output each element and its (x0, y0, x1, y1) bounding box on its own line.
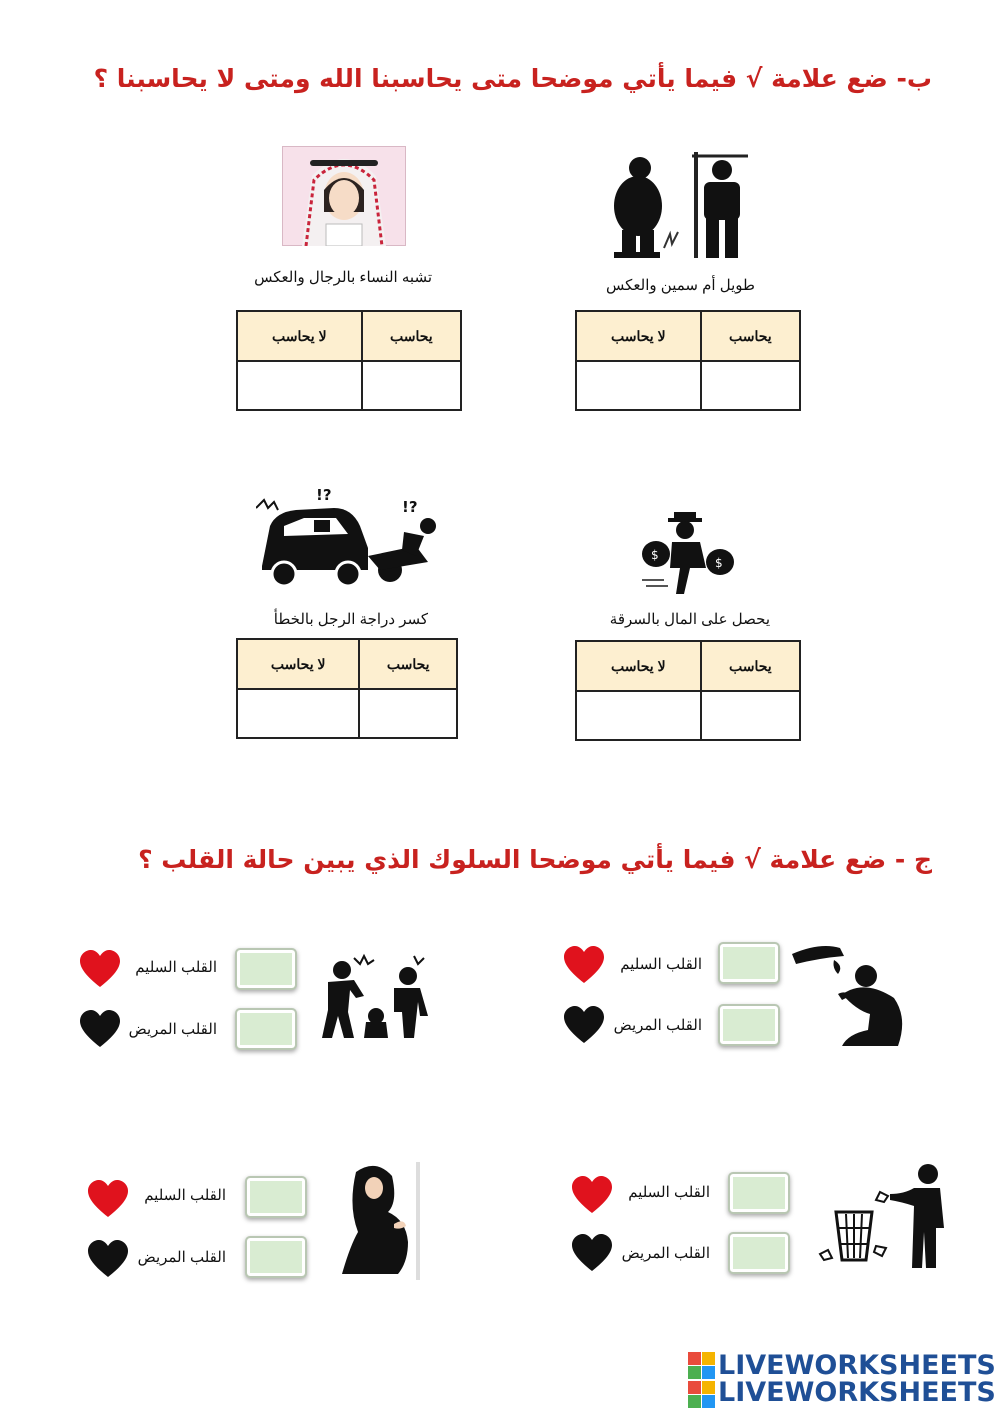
item-1-caption: طويل أم سمين والعكس (606, 277, 755, 294)
c3-black-heart-icon (572, 1234, 612, 1274)
c4-sick-checkbox[interactable] (245, 1236, 307, 1278)
item-4-answer-table (236, 638, 458, 739)
footer-logo-line-2: LIVEWORKSHEETS (718, 1377, 996, 1408)
item-1-answer-table (575, 310, 801, 411)
account-cell[interactable] (362, 361, 461, 410)
c2-black-heart-icon (80, 1010, 120, 1050)
c1-healthy-checkbox[interactable] (718, 942, 780, 984)
c1-sick-label: القلب المريض (613, 1017, 702, 1034)
no-account-cell[interactable] (237, 689, 359, 738)
c2-sick-checkbox[interactable] (235, 1008, 297, 1050)
svg-text:$: $ (651, 548, 659, 562)
c3-sick-label: القلب المريض (621, 1245, 710, 1262)
c4-healthy-label: القلب السليم (144, 1187, 226, 1204)
giving-charity-icon (790, 938, 914, 1050)
c4-healthy-checkbox[interactable] (245, 1176, 307, 1218)
item-2-caption: تشبه النساء بالرجال والعكس (254, 269, 432, 286)
c1-healthy-label: القلب السليم (620, 956, 702, 973)
no-account-cell[interactable] (576, 691, 701, 740)
account-cell[interactable] (359, 689, 457, 738)
c3-sick-checkbox[interactable] (728, 1232, 790, 1274)
section-b-heading: ب- ضع علامة √ فيما يأتي موضحا متى يحاسبنا الله ومتى لا يحاسبنا ؟ (93, 64, 932, 93)
svg-text:!?: !? (316, 486, 332, 504)
footer-logo-line-1: LIVEWORKSHEETS (718, 1350, 996, 1381)
c4-red-heart-icon (88, 1180, 128, 1220)
littering-icon (818, 1162, 950, 1270)
car-hits-motorcycle-icon (256, 486, 444, 592)
c1-red-heart-icon (564, 946, 604, 986)
account-cell[interactable] (701, 691, 800, 740)
col-account-header: يحاسب (701, 641, 800, 691)
col-no-account-header: لا يحاسب (237, 639, 359, 689)
c3-healthy-label: القلب السليم (628, 1184, 710, 1201)
girl-in-shemagh-icon (282, 146, 406, 246)
c3-red-heart-icon (572, 1176, 612, 1216)
c1-sick-checkbox[interactable] (718, 1004, 780, 1046)
item-3-answer-table (575, 640, 801, 741)
c3-healthy-checkbox[interactable] (728, 1172, 790, 1214)
tall-and-fat-people-icon (612, 150, 752, 262)
col-account-header: يحاسب (359, 639, 457, 689)
section-c-heading: ج - ضع علامة √ فيما يأتي موضحا السلوك الذي يبين حالة القلب ؟ (138, 845, 932, 874)
item-2-answer-table (236, 310, 462, 411)
c2-sick-label: القلب المريض (128, 1021, 217, 1038)
item-3-caption: يحصل على المال بالسرقة (609, 611, 770, 628)
svg-text:$: $ (715, 556, 723, 570)
col-no-account-header: لا يحاسب (237, 311, 362, 361)
fighting-people-icon (314, 952, 434, 1040)
col-no-account-header: لا يحاسب (576, 311, 701, 361)
praying-woman-icon (336, 1162, 422, 1280)
c4-sick-label: القلب المريض (137, 1249, 226, 1266)
liveworksheets-logo-icon (688, 1352, 716, 1408)
col-account-header: يحاسب (701, 311, 800, 361)
c1-black-heart-icon (564, 1006, 604, 1046)
c2-healthy-label: القلب السليم (135, 959, 217, 976)
item-4-caption: كسر دراجة الرجل بالخطأ (273, 611, 428, 628)
thief-with-money-bags-icon (640, 510, 740, 596)
c2-red-heart-icon (80, 950, 120, 990)
col-account-header: يحاسب (362, 311, 461, 361)
svg-text:!?: !? (402, 498, 418, 516)
no-account-cell[interactable] (576, 361, 701, 410)
c2-healthy-checkbox[interactable] (235, 948, 297, 990)
col-no-account-header: لا يحاسب (576, 641, 701, 691)
no-account-cell[interactable] (237, 361, 362, 410)
account-cell[interactable] (701, 361, 800, 410)
c4-black-heart-icon (88, 1240, 128, 1280)
